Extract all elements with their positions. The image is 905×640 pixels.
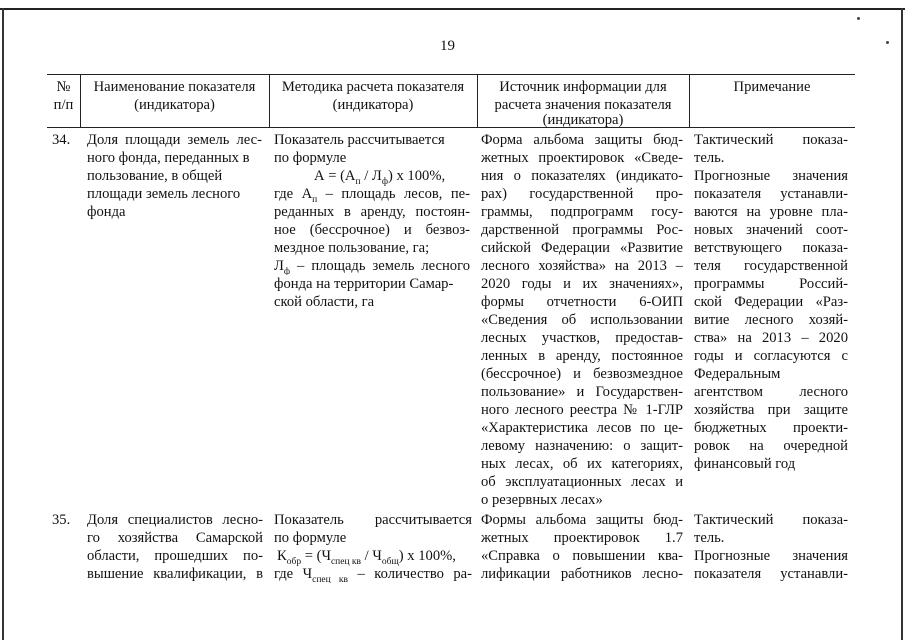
header-source: расчета значения показателя: [494, 97, 672, 113]
text-line: фонда на территории Самар-: [274, 276, 454, 292]
header-num: п/п: [53, 97, 74, 113]
text-line: Форма альбома защиты бюд-: [481, 132, 683, 148]
table-top-border: [47, 74, 855, 75]
text-line: ленных в аренду, постоянное: [481, 348, 683, 364]
text-line: агентством лесного: [694, 384, 848, 400]
header-num: №: [56, 79, 71, 95]
text-line: Федеральным: [694, 366, 781, 382]
text-line: витие лесного хозяй-: [694, 312, 848, 328]
text-line: новых значений соот-: [694, 222, 848, 238]
text-line: тель.: [694, 530, 725, 546]
text-line: пользование, в общей: [87, 168, 223, 184]
page-border-left: [2, 8, 4, 640]
text-line: лификации работников лесно-: [481, 566, 683, 582]
header-name: Наименование показателя: [93, 79, 256, 95]
text-line: ных лесах, об их категориях,: [481, 456, 683, 472]
text-line: годы и согласуются с: [694, 348, 848, 364]
text-line: Доля площади земель лес-: [87, 132, 262, 148]
text-line: формы отчетности 6-ОИП: [481, 294, 683, 310]
text-line: ветствующего показа-: [694, 240, 848, 256]
text-line: где $А_п$ – площадь лесов, пе-: [274, 186, 470, 203]
text-line: го хозяйства Самарской: [87, 530, 263, 546]
text-line: об эксплуатационных лесах и: [481, 474, 683, 490]
text-line: граммы, подпрограмм госу-: [481, 204, 683, 220]
text-line: Показатель рассчитывается: [274, 132, 445, 148]
text-line: фонда: [87, 204, 126, 220]
text-line: реданных в аренду, постоян-: [274, 204, 470, 220]
text-line: вышение квалификации, в: [87, 566, 263, 582]
text-line: где $Ч_{спец кв}$ – количество ра-: [274, 566, 472, 583]
text-line: показателя устанавли-: [694, 566, 848, 582]
table-header-border: [47, 127, 855, 128]
formula: $К_{обр} = (Ч_{спец кв} / Ч_{общ})$ х 100%,: [277, 548, 456, 567]
text-line: Прогнозные значения: [694, 548, 848, 564]
text-line: хозяйства при защите: [694, 402, 848, 418]
text-line: финансовый год: [694, 456, 796, 472]
text-line: бюджетных проекти-: [694, 420, 848, 436]
page-number: 19: [440, 38, 455, 54]
text-line: «Сведения об использовании: [481, 312, 683, 328]
row-number: 34.: [52, 132, 71, 148]
text-line: рах) государственной про-: [481, 186, 683, 202]
text-line: «Справка о повышении ква-: [481, 548, 683, 564]
text-line: ного лесного реестра № 1-ГЛР: [481, 402, 683, 418]
text-line: левому назначению: о защит-: [481, 438, 683, 454]
text-line: $Л_ф$ – площадь земель лесного: [274, 258, 470, 275]
text-line: по формуле: [274, 530, 347, 546]
text-line: «Характеристика лесов по це-: [481, 420, 683, 436]
header-method: Методика расчета показателя: [281, 79, 465, 95]
scan-speck: [857, 17, 860, 20]
text-line: (бессрочное) и безвозмездное: [481, 366, 683, 382]
text-line: 2020 годы и их значениях»,: [481, 276, 683, 292]
text-line: Формы альбома защиты бюд-: [481, 512, 683, 528]
text-line: Прогнозные значения: [694, 168, 848, 184]
text-line: сийской Федерации «Развитие: [481, 240, 683, 256]
text-line: программы Россий-: [694, 276, 848, 292]
text-line: жетных проектировок «Сведе-: [481, 150, 683, 166]
text-line: ния о показателях (индикато-: [481, 168, 683, 184]
text-line: площади земель лесного: [87, 186, 241, 202]
text-line: ного фонда, переданных в: [87, 150, 250, 166]
text-line: лесного хозяйства» на 2013 –: [481, 258, 683, 274]
header-name: (индикатора): [134, 97, 215, 113]
text-line: Тактический показа-: [694, 512, 848, 528]
header-source: Источник информации для: [499, 79, 667, 95]
header-source: (индикатора): [542, 112, 624, 128]
text-line: области, прошедших по-: [87, 548, 263, 564]
text-line: мездное пользование, га;: [274, 240, 430, 256]
text-line: дарственной программы Рос-: [481, 222, 683, 238]
text-line: показателя устанавли-: [694, 186, 848, 202]
text-line: тель.: [694, 150, 725, 166]
text-line: о резервных лесах»: [481, 492, 603, 508]
page-border-right: [901, 8, 903, 640]
text-line: по формуле: [274, 150, 347, 166]
text-line: жетных проектировок 1.7: [481, 530, 683, 546]
row-number: 35.: [52, 512, 71, 528]
text-line: Показатель рассчитывается: [274, 512, 472, 528]
formula: $А = (А_п / Л_ф)$ х 100%,: [314, 168, 446, 187]
text-line: Доля специалистов лесно-: [87, 512, 263, 528]
page-border-top: [0, 8, 905, 10]
header-method: (индикатора): [332, 97, 414, 113]
text-line: лесных участков, предостав-: [481, 330, 683, 346]
text-line: ской Федерации «Раз-: [694, 294, 848, 310]
text-line: пользование» и Государствен-: [481, 384, 683, 400]
text-line: ное (бессрочное) и безвоз-: [274, 222, 470, 238]
text-line: ской области, га: [274, 294, 375, 310]
scan-speck: [886, 41, 889, 44]
text-line: ства» на 2013 – 2020: [694, 330, 848, 346]
header-note: Примечание: [733, 79, 811, 95]
text-line: ровок на очередной: [694, 438, 848, 454]
text-line: Тактический показа-: [694, 132, 848, 148]
text-line: ваются на уровне пла-: [694, 204, 848, 220]
text-line: теля государственной: [694, 258, 848, 274]
